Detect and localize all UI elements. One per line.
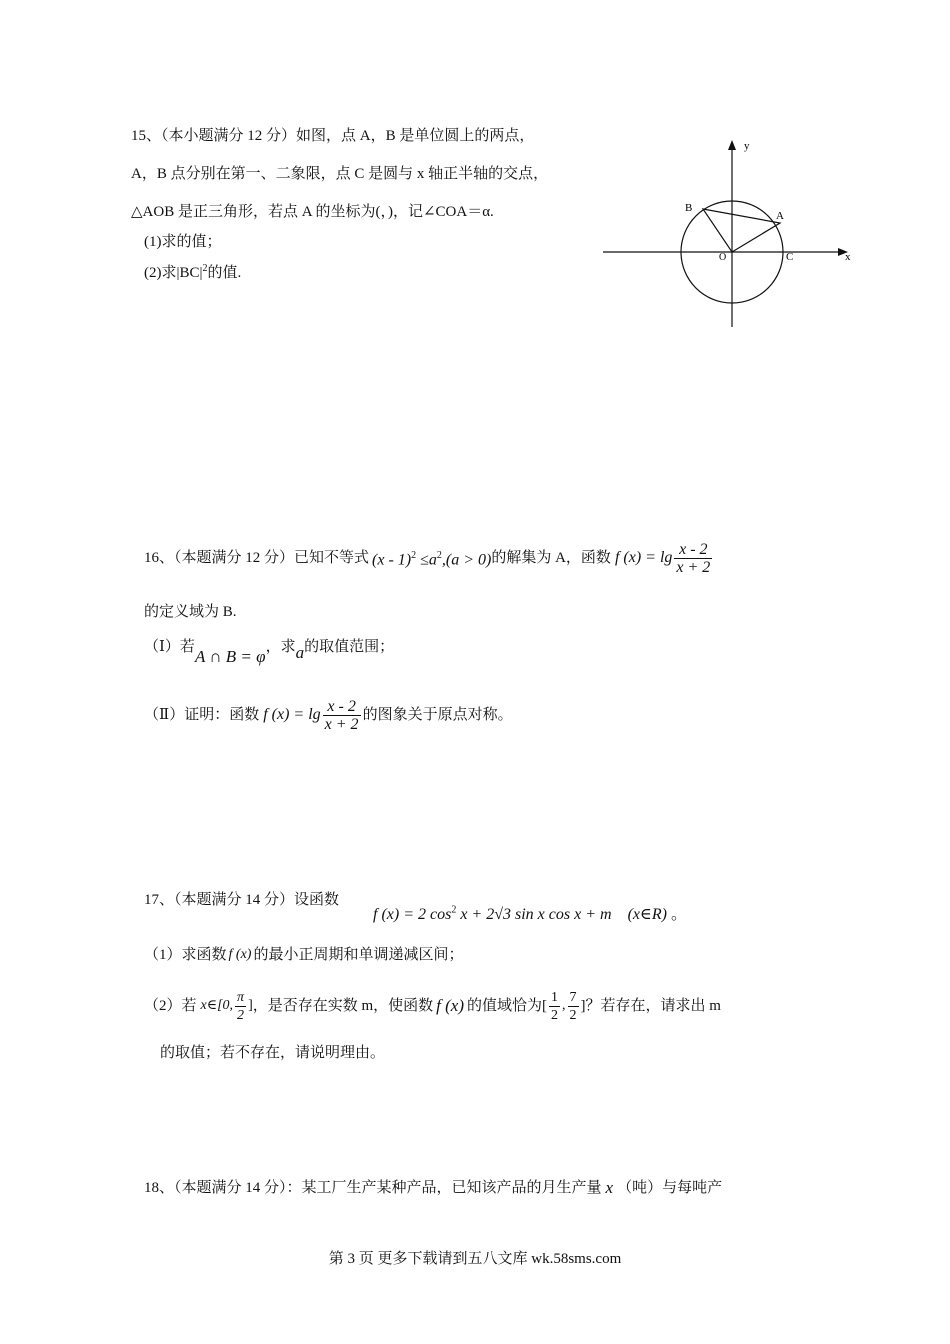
q16-mid: 的解集为 A，函数: [491, 550, 611, 566]
q17-part2-pre: （2）若: [144, 998, 197, 1014]
q17-part2-mid: ，是否存在实数 m，使函数: [252, 998, 434, 1014]
q17-seven: 7: [569, 989, 577, 1005]
q16-fraction: [674, 541, 712, 576]
q16-line2: 的定义域为 B.: [144, 604, 237, 620]
q16-line1: [144, 538, 714, 578]
q17-part1-post: 的最小正周期和单调递减区间；: [253, 947, 464, 963]
q16-part2-frac-num: x - 2: [323, 698, 361, 716]
page-footer: 第 3 页 更多下载请到五八文库 wk.58sms.com: [328, 1251, 622, 1267]
q16-frac-num: x - 2: [674, 541, 712, 559]
q17-half-fraction: [549, 989, 560, 1024]
q18-post: （吨）与每吨产: [617, 1180, 723, 1196]
q17-func: f (x) = 2 cos: [373, 906, 452, 923]
q16-ineq-exp: 2: [411, 549, 417, 561]
x-label: x: [845, 251, 851, 263]
o-label: O: [719, 252, 727, 263]
q17-part2: （2）若 x∈[0, $\frac{\pi}{2}$ ] ，是否存在实数 m，使函数 f (x) 的值域恰为[ $\frac{1}{2}$ , $\frac{7}{2}$ ]？若存在，请求出 m: [144, 989, 721, 1023]
q15-line1: 15、（本小题满分 12 分）如图，点 A，B 是单位圆上的两点，: [131, 128, 535, 144]
q16-part2-frac-den: x + 2: [324, 715, 359, 733]
q17-close: ]: [248, 998, 253, 1013]
q18-pre: 18、（本题满分 14 分）：某工厂生产某种产品，已知该产品的月生产量: [144, 1180, 602, 1196]
q17-prefix: 17、（本题满分 14 分）设函数: [144, 892, 340, 908]
triangle-aob: [703, 209, 780, 252]
q16-part1-post: 的取值范围；: [304, 639, 395, 655]
a-label: A: [776, 210, 784, 222]
q16-ineq-base: (x - 1): [372, 551, 412, 569]
q16-part1-var: a: [295, 643, 305, 662]
q16-part1: [144, 638, 395, 666]
q16-part1-mid: ，求: [265, 639, 296, 655]
q15-part1: (1)求的值；: [144, 234, 222, 250]
q17-func-exp: 2: [451, 904, 457, 916]
q17-seven-den: 2: [569, 1007, 577, 1023]
q18-line1: [144, 1179, 722, 1197]
q16-part2-post: 的图象关于原点对称。: [362, 707, 513, 723]
q17-pi-fraction: [235, 989, 246, 1024]
q16-frac-den: x + 2: [676, 558, 711, 576]
y-axis-arrow-icon: [728, 140, 736, 150]
q17-part2-post: ]？若存在，请求出 m: [580, 998, 721, 1014]
q16-inequality: [372, 547, 491, 569]
q17-pi: π: [237, 989, 245, 1005]
q17-part1-pre: （1）求函数: [144, 947, 227, 963]
q16-part1-math: A ∩ B = φ: [194, 647, 266, 666]
q16-ineq-rel: ≤a: [420, 551, 437, 569]
q16-part2: [144, 694, 513, 736]
q16-func-lhs: f (x) = lg: [614, 549, 673, 566]
q17-seven-half-fraction: [568, 989, 579, 1024]
q17-part1-math: f (x): [228, 947, 252, 962]
q16-prefix: 16、（本题满分 12 分）已知不等式: [144, 550, 370, 566]
q16-part1-pre: （Ⅰ）若: [144, 639, 195, 655]
c-label: C: [786, 251, 794, 263]
q15-part2-text: (2)求|BC|: [144, 265, 203, 281]
q15-line3: △AOB 是正三角形，若点 A 的坐标为(，)，记∠COA＝α.: [131, 204, 494, 220]
unit-circle-figure: [600, 135, 860, 330]
q16-part2-pre: （Ⅱ）证明：函数: [144, 707, 260, 723]
q15-line2: A，B 点分别在第一、二象限，点 C 是圆与 x 轴正半轴的交点，: [131, 166, 549, 182]
q15-part2: [144, 260, 241, 282]
q16-ineq-rel-exp: 2: [436, 549, 442, 561]
y-label: y: [744, 140, 750, 152]
q16-part2-func-lhs: f (x) = lg: [263, 706, 321, 723]
q17-half-den: 2: [551, 1007, 558, 1023]
q17-end: 。: [670, 906, 687, 923]
q15-part2-sup: 2: [202, 263, 208, 274]
b-label: B: [685, 202, 693, 214]
q17-func-rest: x + 2√3 sin x cos x + m: [460, 906, 612, 923]
q17-part1: [144, 946, 463, 964]
q17-one: 1: [551, 989, 558, 1005]
q16-part2-fraction: [323, 698, 361, 733]
q17-part2-fx: f (x): [436, 996, 464, 1015]
q17-domain: (x∈R): [627, 906, 667, 923]
q18-var: x: [605, 1178, 614, 1197]
q17-part2-x: x∈[0,: [200, 998, 234, 1013]
q17-line-last: 的取值；若不存在，请说明理由。: [160, 1045, 386, 1061]
q17-part2-mid2: 的值域恰为[: [467, 998, 547, 1014]
q17-function: [373, 901, 687, 924]
q16-ineq-cond: ,(a > 0): [441, 551, 492, 569]
q17-pi-den: 2: [237, 1007, 245, 1023]
q15-part2-post: 的值.: [207, 265, 242, 281]
